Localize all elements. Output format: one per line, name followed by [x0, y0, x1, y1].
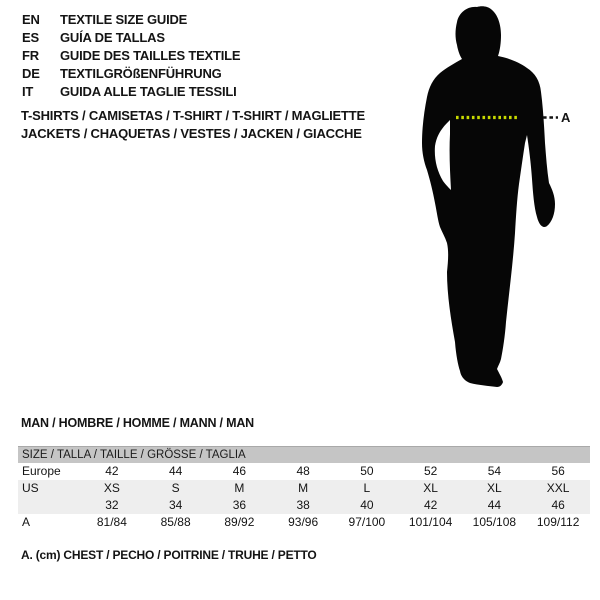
language-code: IT: [22, 84, 34, 99]
category-list: [21, 107, 365, 143]
size-cell: 46: [551, 498, 565, 512]
size-cell: 85/88: [160, 515, 191, 529]
language-row: [22, 65, 240, 83]
man-figure: [395, 0, 585, 400]
size-cell: XL: [423, 481, 438, 495]
language-row: [22, 11, 240, 29]
size-cell: 101/104: [408, 515, 453, 529]
size-cell: 46: [232, 464, 247, 478]
table-row-us: [18, 480, 590, 497]
table-row-europe: [18, 463, 590, 480]
size-cell: 81/84: [96, 515, 127, 529]
size-cell: 109/112: [536, 515, 580, 529]
size-cell: 34: [168, 498, 183, 512]
language-code: FR: [22, 48, 39, 63]
language-row: [22, 29, 240, 47]
language-row: [22, 47, 240, 65]
size-cell: 93/96: [288, 515, 319, 529]
size-cell: 36: [232, 498, 247, 512]
size-row-label: A: [22, 515, 31, 529]
size-row-label: Europe: [22, 464, 61, 478]
language-label: GUÍA DE TALLAS: [60, 30, 165, 45]
size-cell: 56: [551, 464, 565, 478]
size-cell: 52: [423, 464, 438, 478]
size-row-label: [18, 497, 80, 514]
measure-label: A: [561, 110, 571, 125]
size-cell: 97/100: [348, 515, 386, 529]
size-cell: 32: [105, 498, 119, 512]
table-row-chest-cm: [18, 514, 590, 531]
man-figure-svg: [395, 0, 585, 400]
size-cell: S: [171, 481, 180, 495]
size-cell: L: [363, 481, 371, 495]
language-code: EN: [22, 12, 40, 27]
size-cell: 48: [296, 464, 310, 478]
size-cell: XXL: [546, 481, 570, 495]
size-cell: M: [298, 481, 309, 495]
language-label: TEXTILGRÖßENFÜHRUNG: [60, 66, 222, 81]
measurement-footnote: A. (cm) CHEST / PECHO / POITRINE / TRUHE / PETTO: [21, 548, 317, 562]
size-row-label: US: [22, 481, 39, 495]
size-cell: 44: [168, 464, 183, 478]
table-row-numeric: [18, 497, 590, 514]
size-cell: 105/108: [472, 515, 517, 529]
size-cell: 44: [487, 498, 502, 512]
man-silhouette: [422, 6, 555, 387]
size-cell: 89/92: [224, 515, 255, 529]
category-line-jackets: JACKETS / CHAQUETAS / VESTES / JACKEN / GIACCHE: [21, 126, 362, 141]
size-cell: M: [234, 481, 245, 495]
size-table-header: SIZE / TALLA / TAILLE / GRÖSSE / TAGLIA: [18, 446, 590, 463]
language-label: GUIDE DES TAILLES TEXTILE: [60, 48, 241, 63]
language-list: [22, 11, 240, 101]
language-label: TEXTILE SIZE GUIDE: [60, 12, 188, 27]
size-cell: 40: [360, 498, 374, 512]
size-cell: 50: [360, 464, 374, 478]
size-cell: 54: [487, 464, 502, 478]
size-cell: 42: [423, 498, 438, 512]
size-cell: 42: [105, 464, 119, 478]
language-code: DE: [22, 66, 40, 81]
language-label: GUIDA ALLE TAGLIE TESSILI: [60, 84, 237, 99]
size-cell: 38: [296, 498, 310, 512]
section-title-man: MAN / HOMBRE / HOMME / MANN / MAN: [21, 416, 254, 430]
language-code: ES: [22, 30, 39, 45]
category-line-tshirts: T-SHIRTS / CAMISETAS / T-SHIRT / T-SHIRT / MAGLIETTE: [21, 108, 365, 123]
size-table: [18, 446, 590, 531]
size-cell: XL: [487, 481, 502, 495]
language-row: [22, 83, 240, 101]
size-cell: XS: [103, 481, 120, 495]
